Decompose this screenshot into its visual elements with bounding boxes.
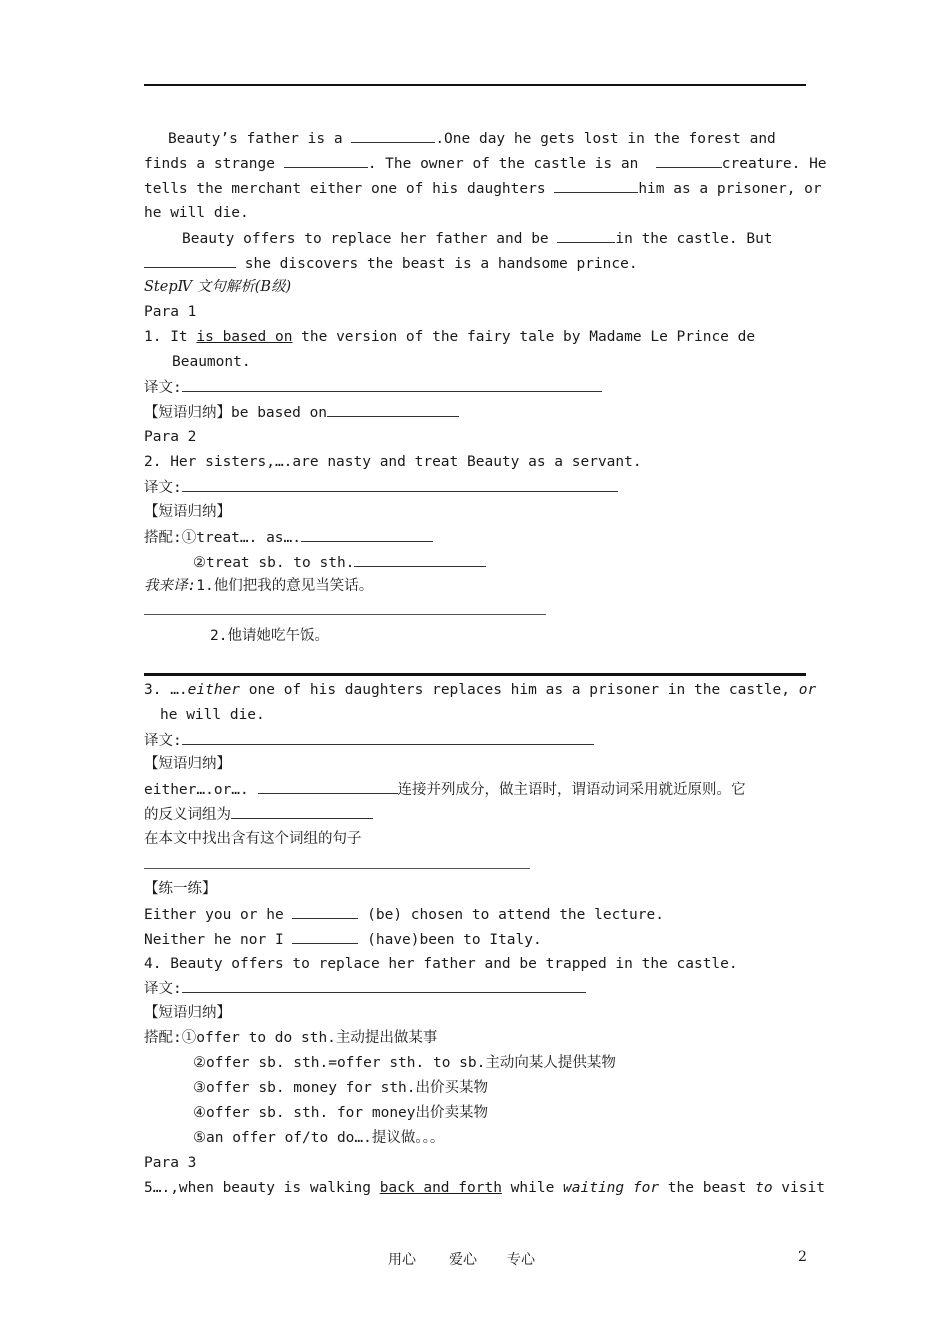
translation-2: 译文:	[144, 477, 618, 498]
para3-title: Para 3	[144, 1155, 197, 1171]
my-translation-1: 我来译:1.他们把我的意见当笑话。	[144, 578, 374, 594]
answer-line-3	[144, 868, 530, 869]
answer-line-1	[144, 614, 546, 615]
offer-match-5: ⑤an offer of/to do….提议做。。。	[193, 1130, 445, 1146]
phrase-1: 【短语归纳】be based on	[144, 402, 459, 423]
exercise-1: Either you or he (be) chosen to attend the lecture.	[144, 904, 664, 925]
summary-line-3: tells the merchant either one of his daughters him as a prisoner, or	[144, 178, 822, 199]
step-heading: StepⅣ 文句解析(B级)	[144, 279, 292, 295]
sentence-1: 1. It is based on the version of the fairy tale by Madame Le Prince de	[144, 329, 756, 345]
exercise-2: Neither he nor I (have)been to Italy.	[144, 929, 542, 950]
thick-answer-rule	[144, 673, 806, 676]
offer-match-3: ③offer sb. money for sth.出价买某物	[193, 1080, 489, 1096]
phrase-head-2: 【短语归纳】	[144, 504, 231, 520]
offer-match-1: 搭配:①offer to do sth.主动提出做某事	[144, 1030, 438, 1046]
summary-line-6: she discovers the beast is a handsome prince.	[144, 253, 638, 274]
phrase-head-4: 【短语归纳】	[144, 1005, 231, 1021]
sentence-5: 5….,when beauty is walking back and forth while waiting for the beast to visit	[144, 1180, 825, 1196]
top-rule	[144, 84, 806, 86]
translation-1: 译文:	[144, 377, 602, 398]
footer-zhuanxin: 专心	[507, 1252, 535, 1268]
sentence-1-cont: Beaumont.	[172, 354, 251, 370]
phrase-3-line-3: 在本文中找出含有这个词组的句子	[144, 831, 362, 847]
match-2-1: 搭配:①treat…. as….	[144, 527, 433, 548]
summary-line-5: Beauty offers to replace her father and be in the castle. But	[182, 228, 773, 249]
practice-head: 【练一练】	[144, 881, 217, 897]
offer-match-4: ④offer sb. sth. for money出价卖某物	[193, 1105, 489, 1121]
sentence-3-cont: he will die.	[160, 707, 265, 723]
footer-aixin: 爱心	[449, 1252, 477, 1268]
summary-line-4: he will die.	[144, 205, 249, 221]
match-2-2: ②treat sb. to sth.	[193, 552, 486, 573]
offer-match-2: ②offer sb. sth.=offer sth. to sb.主动向某人提供某物	[193, 1055, 616, 1071]
summary-line-1: Beauty’s father is a .One day he gets lost in the forest and	[168, 128, 776, 149]
phrase-3-line-2: 的反义词组为	[144, 804, 373, 825]
phrase-3-line-1: either….or…. 连接并列成分，做主语时，谓语动词采用就近原则。它	[144, 779, 746, 800]
footer-yongxin: 用心	[388, 1252, 416, 1268]
sentence-2: 2. Her sisters,….are nasty and treat Beauty as a servant.	[144, 454, 642, 470]
para1-title: Para 1	[144, 304, 197, 320]
phrase-head-3: 【短语归纳】	[144, 756, 231, 772]
my-translation-2: 2.他请她吃午饭。	[210, 628, 329, 644]
summary-line-2: finds a strange . The owner of the castle is an creature. He	[144, 153, 827, 174]
page-number: 2	[798, 1249, 807, 1265]
para2-title: Para 2	[144, 429, 197, 445]
sentence-4: 4. Beauty offers to replace her father and be trapped in the castle.	[144, 956, 738, 972]
sentence-3: 3. ….either one of his daughters replaces him as a prisoner in the castle, or	[144, 682, 817, 698]
translation-4: 译文:	[144, 978, 586, 999]
translation-3: 译文:	[144, 730, 594, 751]
